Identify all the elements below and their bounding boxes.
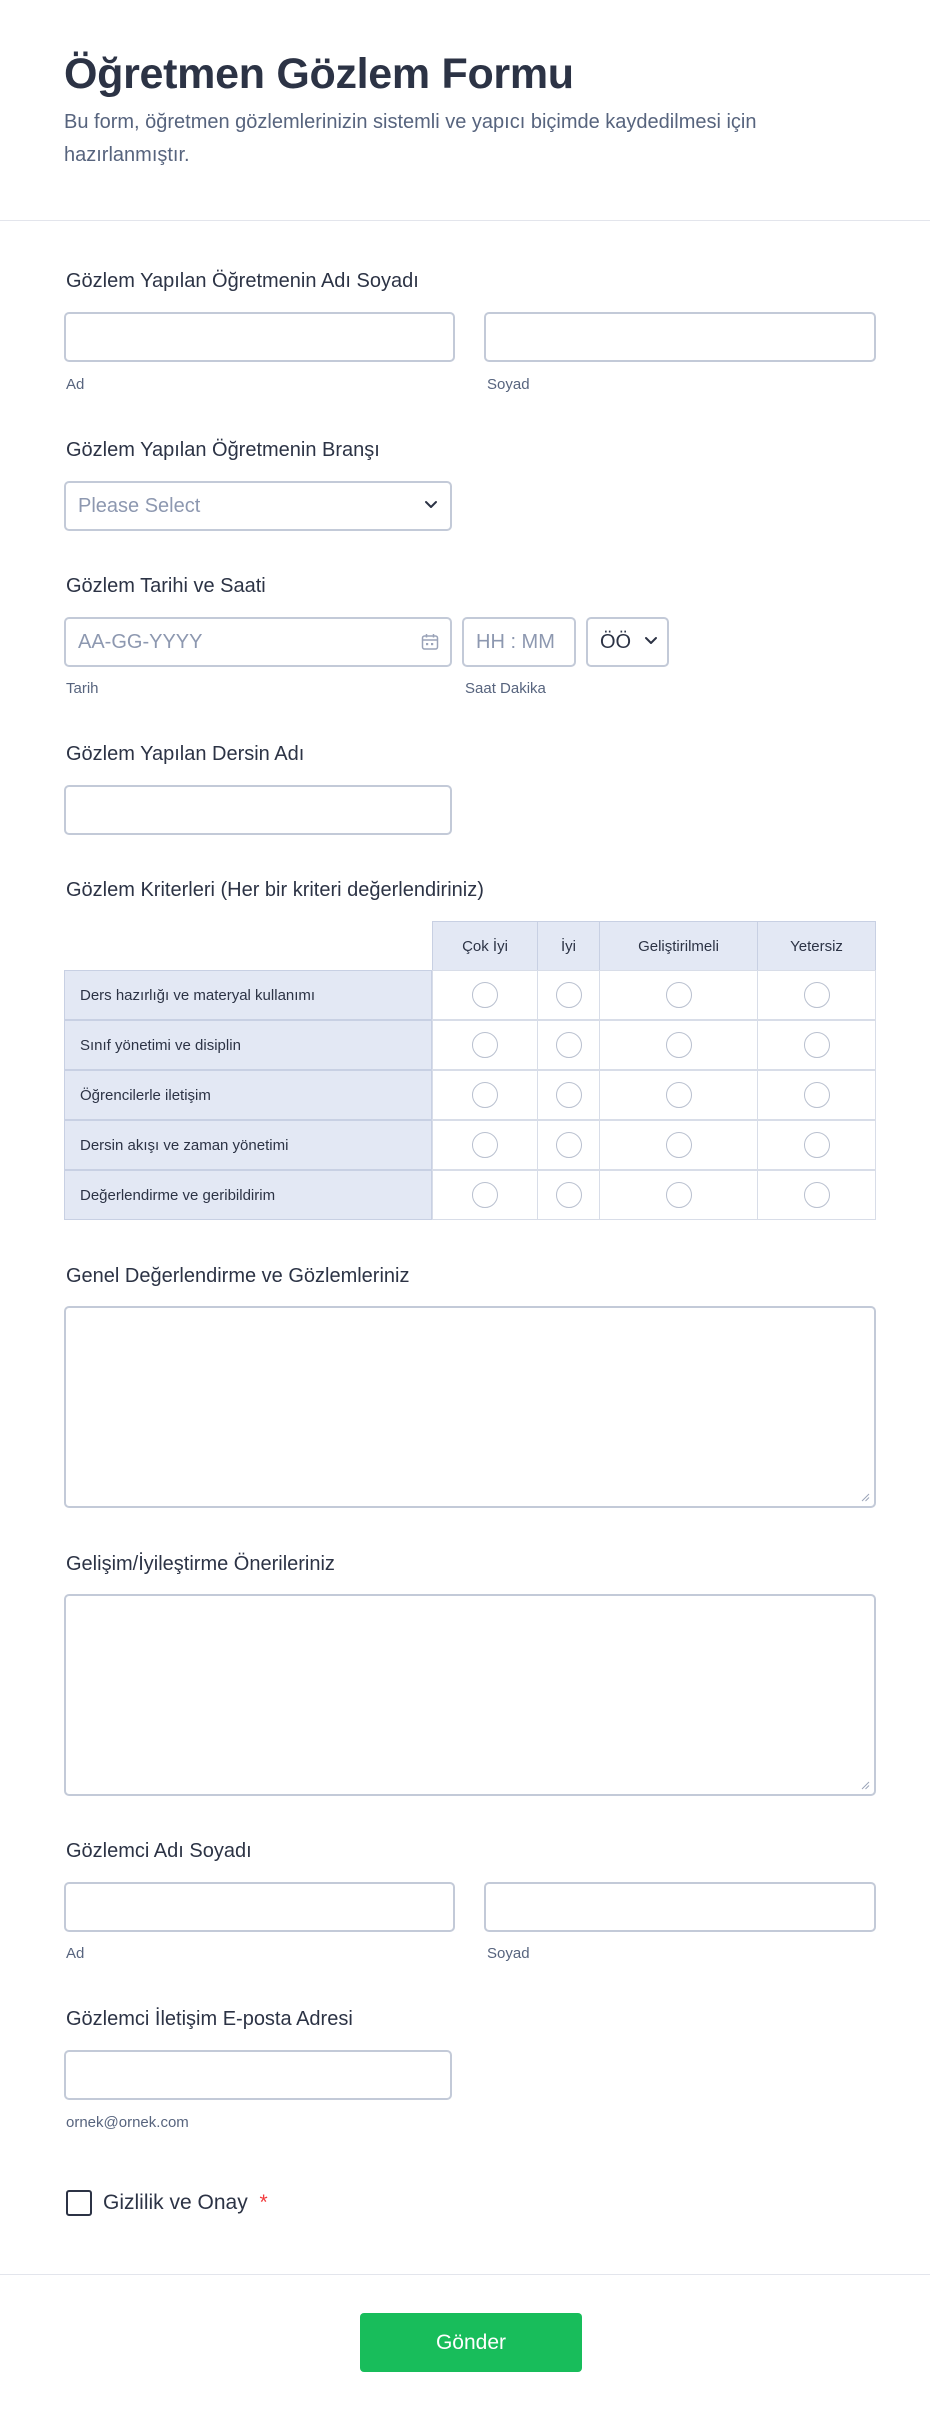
datetime-label: Gözlem Tarihi ve Saati: [66, 575, 266, 597]
date-sublabel: Tarih: [66, 680, 99, 697]
matrix-column-header: İyi: [537, 921, 600, 971]
matrix-radio[interactable]: [556, 982, 582, 1008]
observer-email-label: Gözlemci İletişim E-posta Adresi: [66, 2008, 353, 2030]
matrix-cell: [432, 1020, 538, 1070]
matrix-cell: [537, 1070, 600, 1120]
matrix-cell: [757, 970, 876, 1020]
time-sublabel: Saat Dakika: [465, 680, 546, 697]
matrix-radio[interactable]: [666, 982, 692, 1008]
general-label: Genel Değerlendirme ve Gözlemleriniz: [66, 1265, 410, 1287]
matrix-cell: [757, 1070, 876, 1120]
matrix-cell: [757, 1170, 876, 1220]
resize-handle-icon[interactable]: [860, 1780, 870, 1790]
branch-label: Gözlem Yapılan Öğretmenin Branşı: [66, 439, 380, 461]
matrix-radio[interactable]: [804, 1182, 830, 1208]
resize-handle-icon[interactable]: [860, 1492, 870, 1502]
time-input[interactable]: [462, 617, 576, 667]
matrix-radio[interactable]: [666, 1182, 692, 1208]
branch-select-placeholder: Please Select: [78, 495, 201, 517]
matrix-cell: [432, 1070, 538, 1120]
consent-label-text: Gizlilik ve Onay: [103, 2191, 248, 2214]
calendar-icon[interactable]: [420, 632, 440, 652]
matrix-cell: [432, 1120, 538, 1170]
matrix-cell: [432, 970, 538, 1020]
observer-first-name-input[interactable]: [64, 1882, 455, 1932]
page-title: Öğretmen Gözlem Formu: [64, 50, 574, 98]
ampm-select[interactable]: [586, 617, 669, 667]
matrix-cell: [599, 1070, 758, 1120]
criteria-label: Gözlem Kriterleri (Her bir kriteri değerlendiriniz): [66, 879, 484, 901]
matrix-radio[interactable]: [804, 1132, 830, 1158]
time-placeholder: HH : MM: [476, 631, 555, 653]
branch-select[interactable]: [64, 481, 452, 531]
submit-button[interactable]: Gönder: [360, 2313, 582, 2372]
lesson-input[interactable]: [64, 785, 452, 835]
matrix-cell: [599, 1120, 758, 1170]
matrix-radio[interactable]: [556, 1182, 582, 1208]
observer-last-name-sublabel: Soyad: [487, 1945, 530, 1962]
matrix-radio[interactable]: [556, 1082, 582, 1108]
matrix-radio[interactable]: [472, 1082, 498, 1108]
observer-name-label: Gözlemci Adı Soyadı: [66, 1840, 252, 1862]
matrix-radio[interactable]: [556, 1132, 582, 1158]
matrix-row-label: Öğrencilerle iletişim: [64, 1070, 432, 1120]
observer-first-name-sublabel: Ad: [66, 1945, 85, 1962]
observer-email-sublabel: ornek@ornek.com: [66, 2114, 189, 2131]
teacher-last-name-input[interactable]: [484, 312, 876, 362]
page-subtitle: Bu form, öğretmen gözlemlerinizin sistemli ve yapıcı biçimde kaydedilmesi için hazırlanmıştır.: [64, 111, 757, 166]
consent-checkbox[interactable]: [66, 2190, 92, 2216]
matrix-radio[interactable]: [804, 982, 830, 1008]
date-input[interactable]: [64, 617, 452, 667]
matrix-radio[interactable]: [556, 1032, 582, 1058]
consent-label[interactable]: [103, 2191, 268, 2215]
matrix-column-header: Çok İyi: [432, 921, 538, 971]
observer-email-input[interactable]: [64, 2050, 452, 2100]
general-textarea[interactable]: [64, 1306, 876, 1508]
chevron-down-icon: [643, 635, 659, 647]
matrix-cell: [537, 970, 600, 1020]
matrix-row-label: Değerlendirme ve geribildirim: [64, 1170, 432, 1220]
matrix-row-label: Dersin akışı ve zaman yönetimi: [64, 1120, 432, 1170]
matrix-column-header: Geliştirilmeli: [599, 921, 758, 971]
suggestions-label: Gelişim/İyileştirme Önerileriniz: [66, 1553, 335, 1575]
chevron-down-icon: [423, 499, 439, 511]
matrix-radio[interactable]: [666, 1032, 692, 1058]
matrix-radio[interactable]: [472, 1132, 498, 1158]
matrix-radio[interactable]: [472, 1182, 498, 1208]
date-placeholder: AA-GG-YYYY: [78, 631, 203, 653]
matrix-cell: [599, 1170, 758, 1220]
teacher-first-name-sublabel: Ad: [66, 376, 85, 393]
matrix-cell: [537, 1170, 600, 1220]
matrix-radio[interactable]: [804, 1032, 830, 1058]
matrix-cell: [599, 1020, 758, 1070]
matrix-cell: [757, 1120, 876, 1170]
form-header: [0, 0, 930, 221]
matrix-radio[interactable]: [472, 1032, 498, 1058]
matrix-row-label: Ders hazırlığı ve materyal kullanımı: [64, 970, 432, 1020]
matrix-radio[interactable]: [472, 982, 498, 1008]
matrix-row-label: Sınıf yönetimi ve disiplin: [64, 1020, 432, 1070]
lesson-label: Gözlem Yapılan Dersin Adı: [66, 743, 305, 765]
criteria-matrix: [64, 921, 876, 1220]
matrix-radio[interactable]: [666, 1132, 692, 1158]
required-mark: *: [259, 2191, 268, 2214]
matrix-cell: [599, 970, 758, 1020]
matrix-cell: [432, 1170, 538, 1220]
teacher-last-name-sublabel: Soyad: [487, 376, 530, 393]
matrix-radio[interactable]: [804, 1082, 830, 1108]
matrix-cell: [757, 1020, 876, 1070]
teacher-name-label: Gözlem Yapılan Öğretmenin Adı Soyadı: [66, 270, 419, 292]
observer-last-name-input[interactable]: [484, 1882, 876, 1932]
matrix-column-header: Yetersiz: [757, 921, 876, 971]
matrix-cell: [537, 1120, 600, 1170]
matrix-radio[interactable]: [666, 1082, 692, 1108]
teacher-first-name-input[interactable]: [64, 312, 455, 362]
suggestions-textarea[interactable]: [64, 1594, 876, 1796]
ampm-value: ÖÖ: [600, 631, 632, 653]
matrix-cell: [537, 1020, 600, 1070]
